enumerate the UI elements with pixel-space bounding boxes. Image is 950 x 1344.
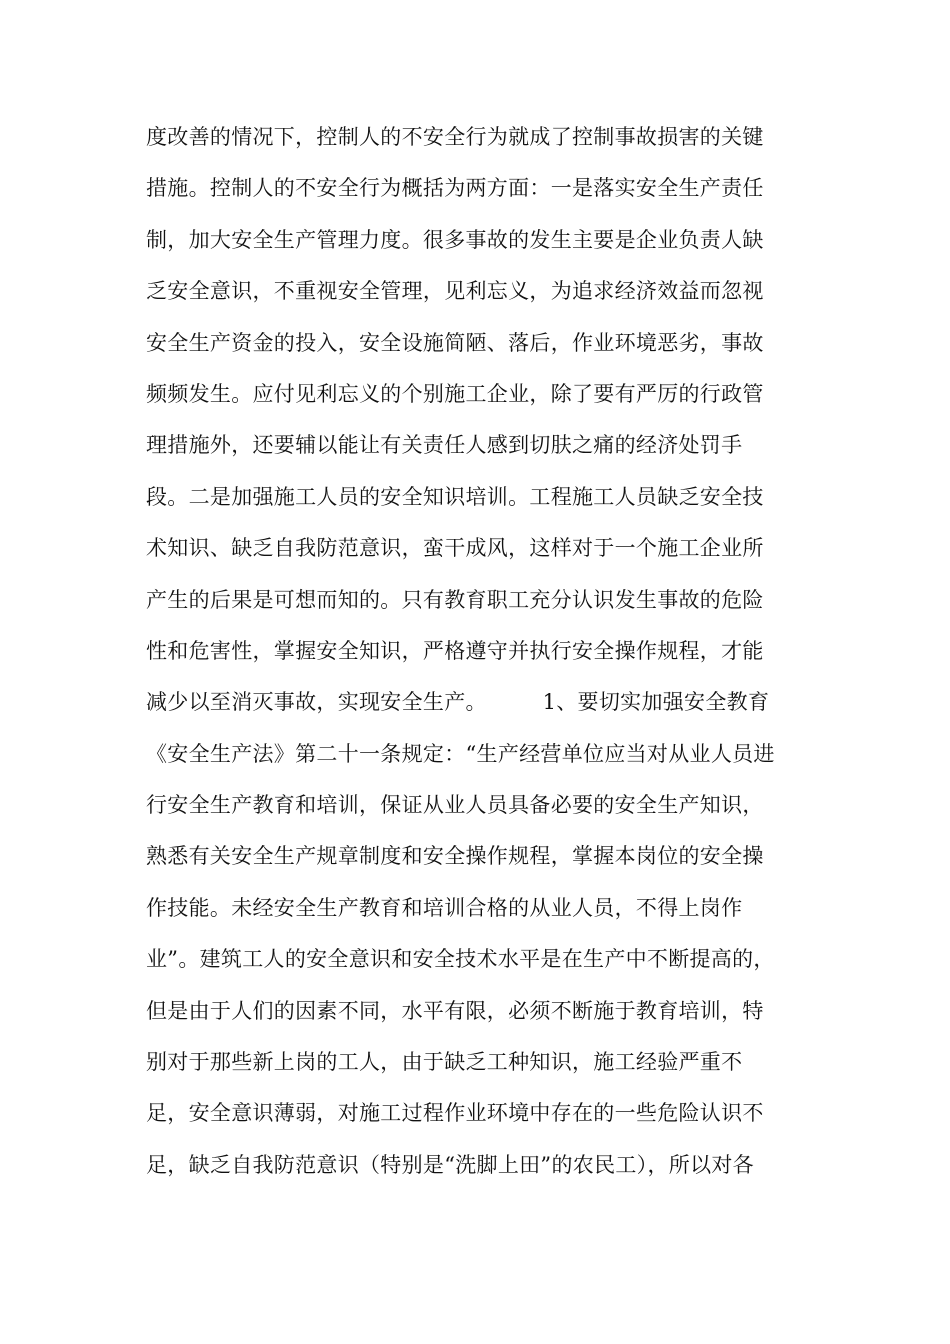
text-line: 足，缺乏自我防范意识（特别是“洗脚上田”的农民工），所以对各 — [146, 1152, 754, 1177]
text-line: 熟悉有关安全生产规章制度和安全操作规程，掌握本岗位的安全操 — [146, 844, 764, 869]
body-text — [146, 117, 806, 1196]
text-line: 安全生产资金的投入，安全设施简陋、落后，作业环境恶劣，事故 — [146, 330, 764, 355]
text-line: 减少以至消灭事故，实现安全生产。 1、要切实加强安全教育 — [146, 690, 770, 715]
text-line: 频频发生。应付见利忘义的个别施工企业，除了要有严厉的行政管 — [146, 381, 764, 406]
text-line: 术知识、缺乏自我防范意识，蛮干成风，这样对于一个施工企业所 — [146, 536, 764, 561]
text-line: 制，加大安全生产管理力度。很多事故的发生主要是企业负责人缺 — [146, 227, 764, 252]
text-line: 措施。控制人的不安全行为概括为两方面：一是落实安全生产责任 — [146, 176, 764, 201]
text-line: 理措施外，还要辅以能让有关责任人感到切肤之痛的经济处罚手 — [146, 433, 743, 458]
text-line: 作技能。未经安全生产教育和培训合格的从业人员，不得上岗作 — [146, 895, 743, 920]
text-line: 产生的后果是可想而知的。只有教育职工充分认识发生事故的危险 — [146, 587, 764, 612]
text-line: 《安全生产法》第二十一条规定：“生产经营单位应当对从业人员进 — [146, 741, 775, 766]
text-line: 段。二是加强施工人员的安全知识培训。工程施工人员缺乏安全技 — [146, 484, 764, 509]
text-line: 乏安全意识，不重视安全管理，见利忘义，为追求经济效益而忽视 — [146, 279, 764, 304]
text-line: 但是由于人们的因素不同，水平有限，必须不断施于教育培训，特 — [146, 998, 764, 1023]
text-line: 足，安全意识薄弱，对施工过程作业环境中存在的一些危险认识不 — [146, 1101, 764, 1126]
text-line: 行安全生产教育和培训，保证从业人员具备必要的安全生产知识， — [146, 793, 764, 818]
text-line: 度改善的情况下，控制人的不安全行为就成了控制事故损害的关键 — [146, 125, 764, 149]
text-line: 业”。建筑工人的安全意识和安全技术水平是在生产中不断提高的， — [146, 947, 775, 972]
text-line: 别对于那些新上岗的工人，由于缺乏工种知识，施工经验严重不 — [146, 1050, 743, 1075]
text-line: 性和危害性，掌握安全知识，严格遵守并执行安全操作规程，才能 — [146, 638, 764, 663]
